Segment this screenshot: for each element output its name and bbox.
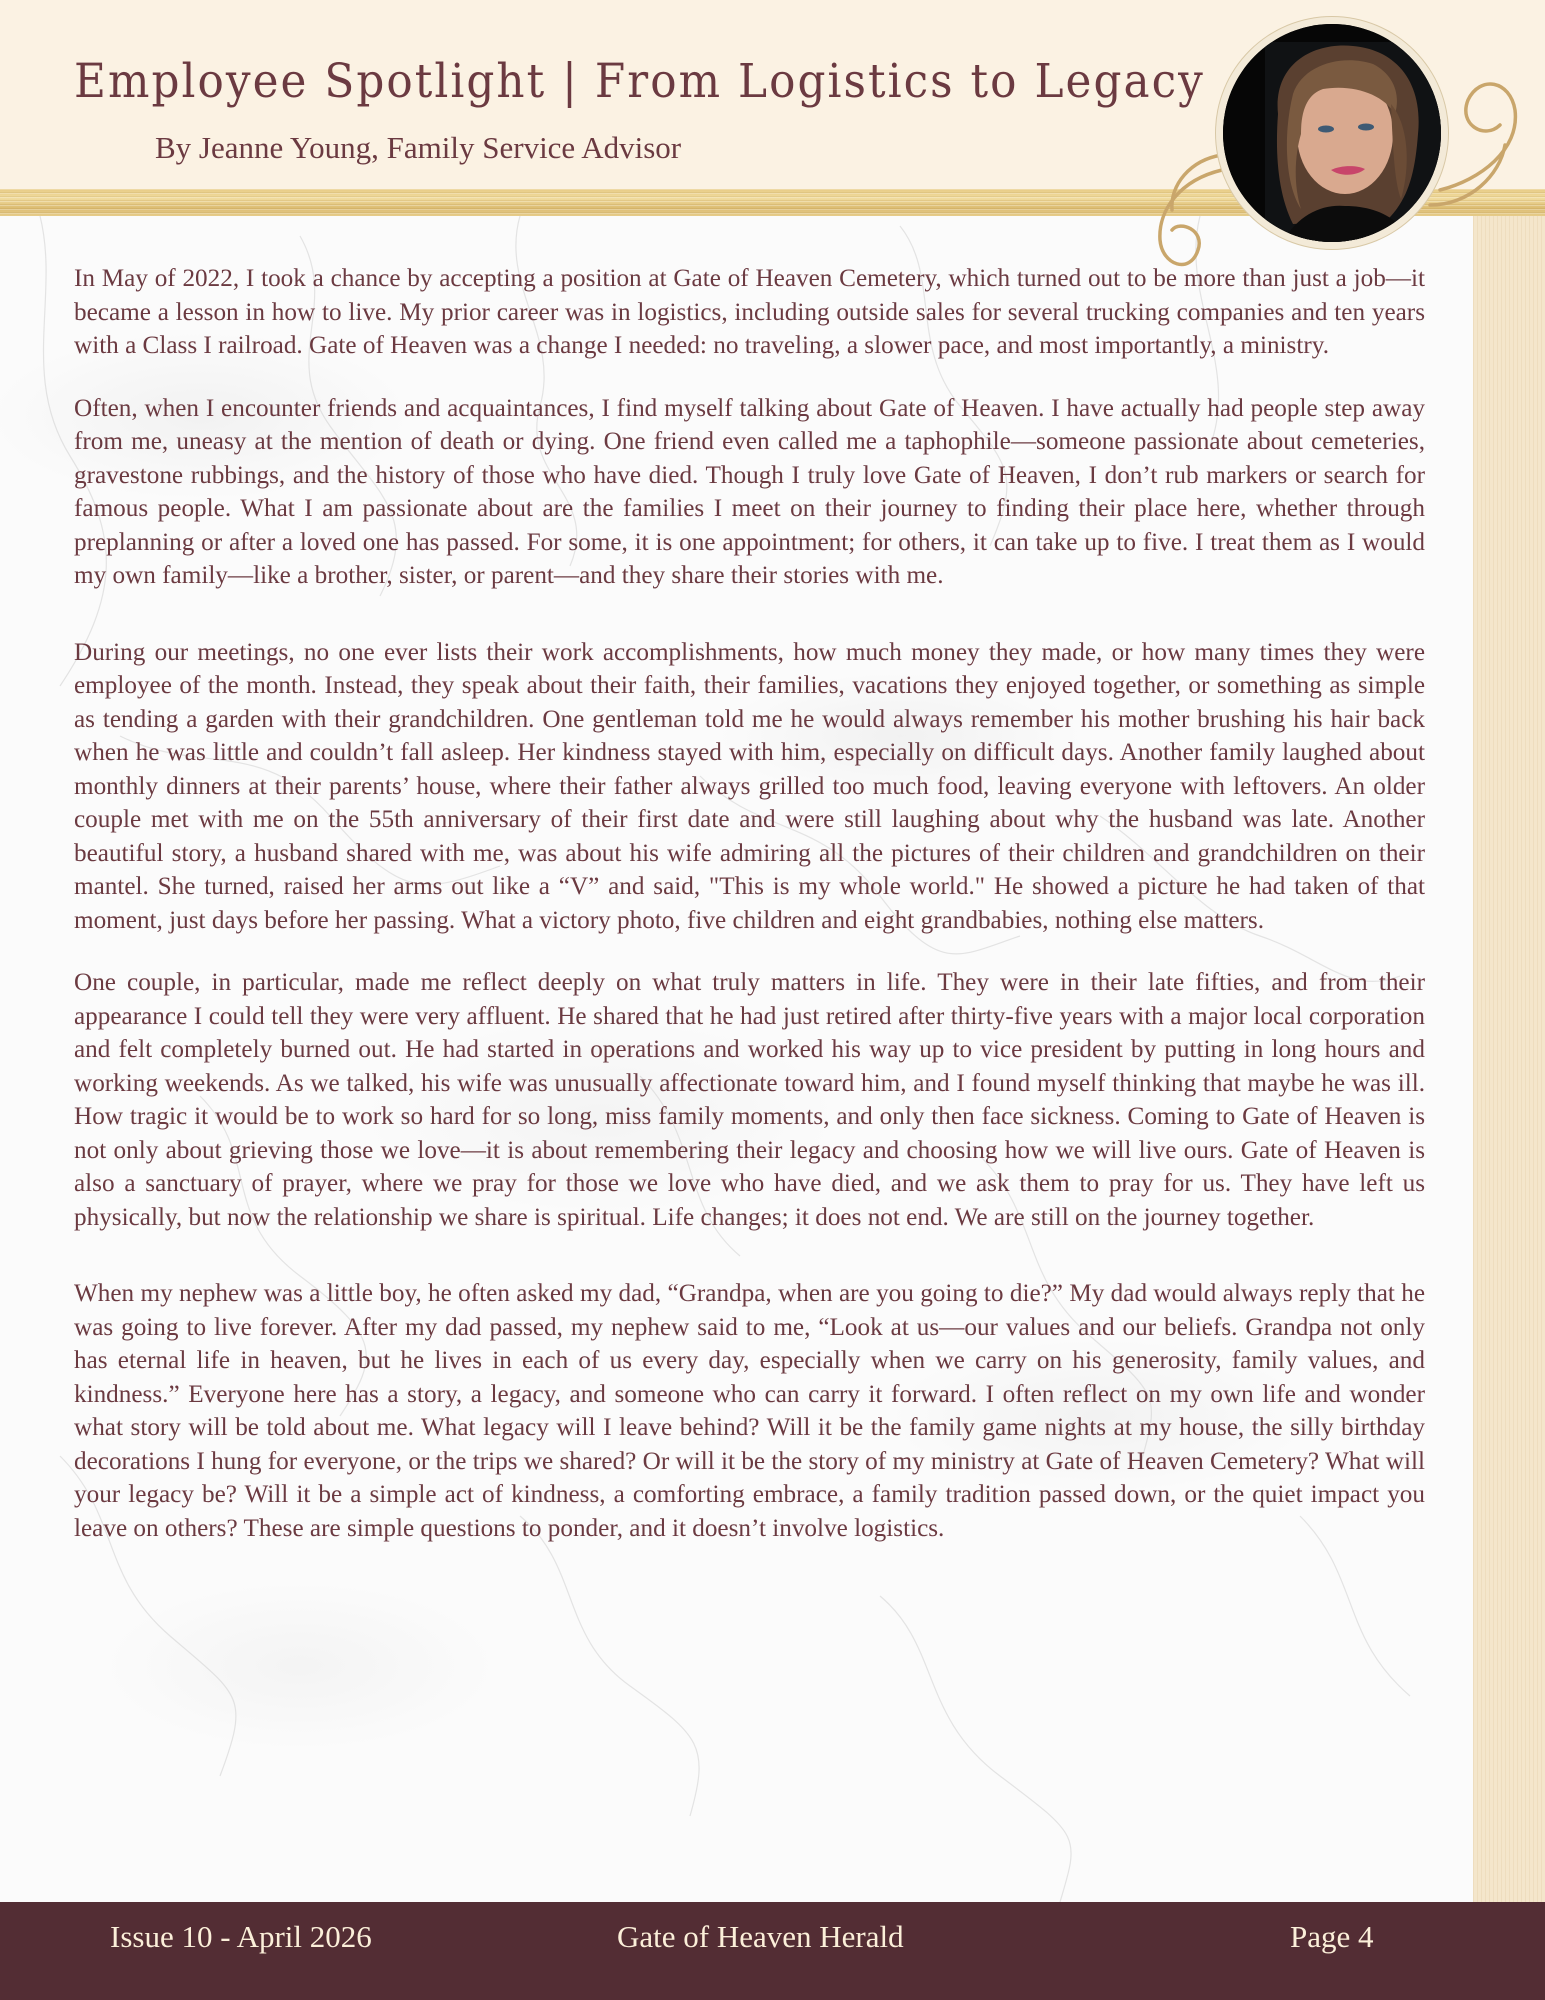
page-title: Employee Spotlight | From Logistics to Legacy [74,54,1205,109]
footer-page-number: Page 4 [1290,1919,1374,1954]
article-paragraph-5: When my nephew was a little boy, he often asked my dad, “Grandpa, when are you going to die?” My dad would always reply that he was going to live forever. After my dad passed, my nephew said to me, “Look at us—our values and our beliefs. Grandpa not only has eternal life in heaven, but he lives in each of us every day, especially when we carry on his generosity, family values, and kindness.” Everyone here has a story, a legacy, and someone who can carry it forward. I often reflect on my own life and wonder what story will be told about me. What legacy will I leave behind? Will it be the family game nights at my house, the silly birthday decorations I hung for everyone, or the trips we shared? Or will it be the story of my ministry at Gate of Heaven Cemetery? What will your legacy be? Will it be a simple act of kindness, a comforting embrace, a family tradition passed down, or the quiet impact you leave on others? These are simple questions to ponder, and it doesn’t involve logistics. [74,1280,1425,1542]
footer-issue-date: Issue 10 - April 2026 [110,1919,372,1954]
paper-texture-strip [1473,216,1545,1902]
article-body [74,262,1425,1574]
author-portrait-photo [1223,24,1441,242]
author-byline: By Jeanne Young, Family Service Advisor [155,130,682,165]
article-paragraph-4: One couple, in particular, made me reflect deeply on what truly matters in life. They were in their late fifties, and from their appearance I could tell they were very affluent. He shared that he had just retired after thirty-five years with a major local corporation and felt completely burned out. He had started in operations and worked his way up to vice president by putting in long hours and working weekends. As we talked, his wife was unusually affectionate toward him, and I found myself thinking that maybe he was ill. How tragic it would be to work so hard for so long, miss family moments, and only then face sickness. Coming to Gate of Heaven is not only about grieving those we love—it is about remembering their legacy and choosing how we will live ours. Gate of Heaven is also a sanctuary of prayer, where we pray for those we love who have died, and we ask them to pray for us. They have left us physically, but now the relationship we share is spiritual. Life changes; it does not end. We are still on the journey together. [74,969,1425,1231]
article-paragraph-2: Often, when I encounter friends and acquaintances, I find myself talking about Gate of Heaven. I have actually had people step away from me, uneasy at the mention of death or dying. One friend even called me a taphophile—someone passionate about cemeteries, gravestone rubbings, and the history of those who have died. Though I truly love Gate of Heaven, I don’t rub markers or search for famous people. What I am passionate about are the families I meet on their journey to finding their place here, whether through preplanning or after a loved one has passed. For some, it is one appointment; for others, it can take up to five. I treat them as I would my own family—like a brother, sister, or parent—and they share their stories with me. [74,394,1425,589]
footer-publication-name: Gate of Heaven Herald [617,1919,904,1954]
portrait-illustration [1223,24,1441,242]
article-paragraph-1: In May of 2022, I took a chance by accepting a position at Gate of Heaven Cemetery, which turned out to be more than just a job—it became a lesson in how to live. My prior career was in logistics, including outside sales for several trucking companies and ten years with a Class I railroad. Gate of Heaven was a change I needed: no traveling, a slower pace, and most importantly, a ministry. [74,265,1425,359]
page-footer [0,1902,1545,2000]
article-paragraph-3: During our meetings, no one ever lists their work accomplishments, how much money they made, or how many times they were employee of the month. Instead, they speak about their faith, their families, vacations they enjoyed together, or something as simple as tending a garden with their grandchildren. One gentleman told me he would always remember his mother brushing his hair back when he was little and couldn’t fall asleep. Her kindness stayed with him, especially on difficult days. Another family laughed about monthly dinners at their parents’ house, where their father always grilled too much food, leaving everyone with leftovers. An older couple met with me on the 55th anniversary of their first date and were still laughing about why the husband was late. Another beautiful story, a husband shared with me, was about his wife admiring all the pictures of their children and grandchildren on their mantel. She turned, raised her arms out like a “V” and said, "This is my whole world." He showed a picture he had taken of that moment, just days before her passing. What a victory photo, five children and eight grandbabies, nothing else matters. [74,638,1425,934]
author-portrait-frame [1216,17,1448,249]
